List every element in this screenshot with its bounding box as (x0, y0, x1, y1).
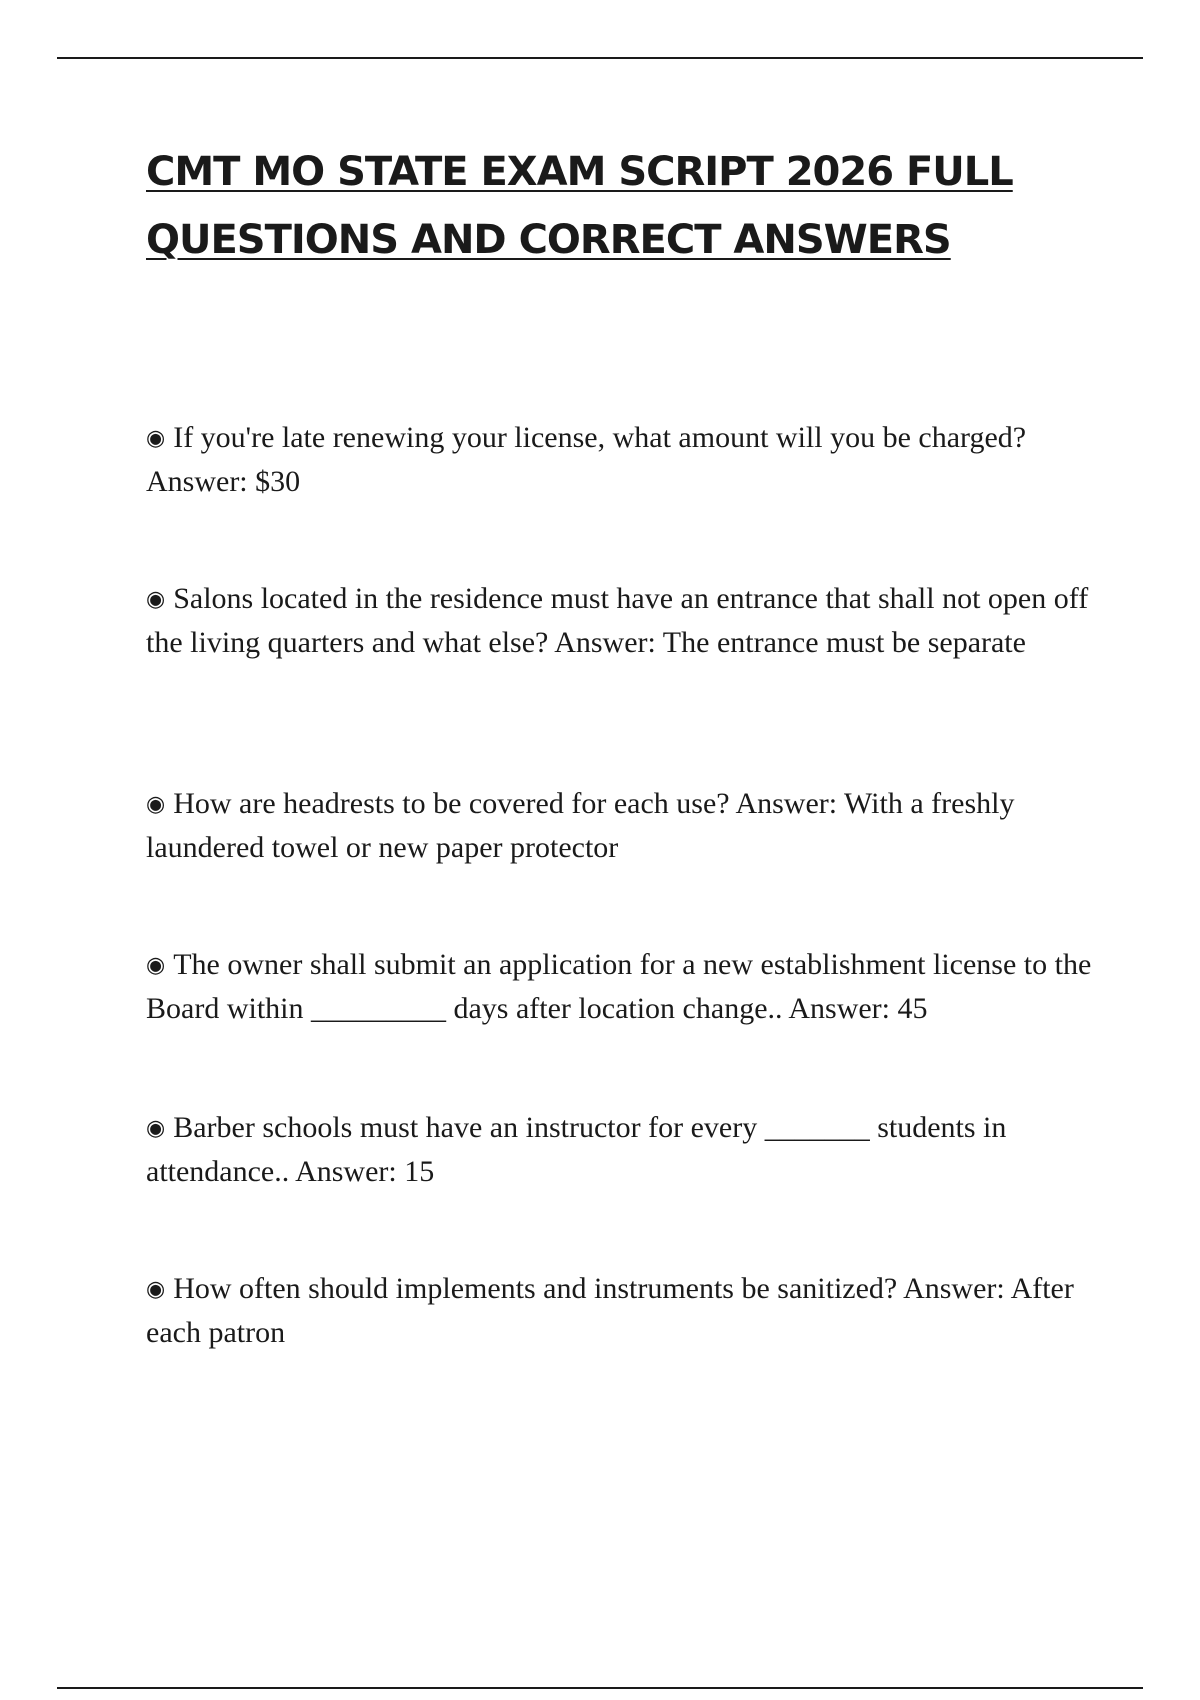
qa-text: If you're late renewing your license, what amount will you be charged? Answer: $30 (146, 421, 1027, 498)
qa-item (146, 1267, 1096, 1354)
qa-item (146, 782, 1096, 869)
bullet-icon: ◉ (146, 426, 166, 451)
qa-text: How are headrests to be covered for each use? Answer: With a freshly laundered towel or new paper protector (146, 787, 1015, 864)
qa-text: How often should implements and instruments be sanitized? Answer: After each patron (146, 1272, 1074, 1349)
qa-item (146, 943, 1096, 1030)
document-title: CMT MO STATE EXAM SCRIPT 2026 FULL QUESTIONS AND CORRECT ANSWERS (146, 149, 1013, 263)
qa-item (146, 416, 1096, 503)
qa-item (146, 577, 1096, 664)
qa-text: Salons located in the residence must have an entrance that shall not open off the living quarters and what else? Answer: The entrance must be separate (146, 582, 1089, 659)
qa-item (146, 1106, 1096, 1193)
bullet-icon: ◉ (146, 1277, 166, 1302)
qa-text: The owner shall submit an application for a new establishment license to the Board within _________ days after location change.. Answer: 45 (146, 948, 1092, 1025)
top-rule (57, 57, 1143, 59)
bottom-rule (57, 1687, 1143, 1689)
bullet-icon: ◉ (146, 953, 166, 978)
bullet-icon: ◉ (146, 587, 166, 612)
qa-text: Barber schools must have an instructor for every _______ students in attendance.. Answer: 15 (146, 1111, 1007, 1188)
bullet-icon: ◉ (146, 792, 166, 817)
bullet-icon: ◉ (146, 1116, 166, 1141)
